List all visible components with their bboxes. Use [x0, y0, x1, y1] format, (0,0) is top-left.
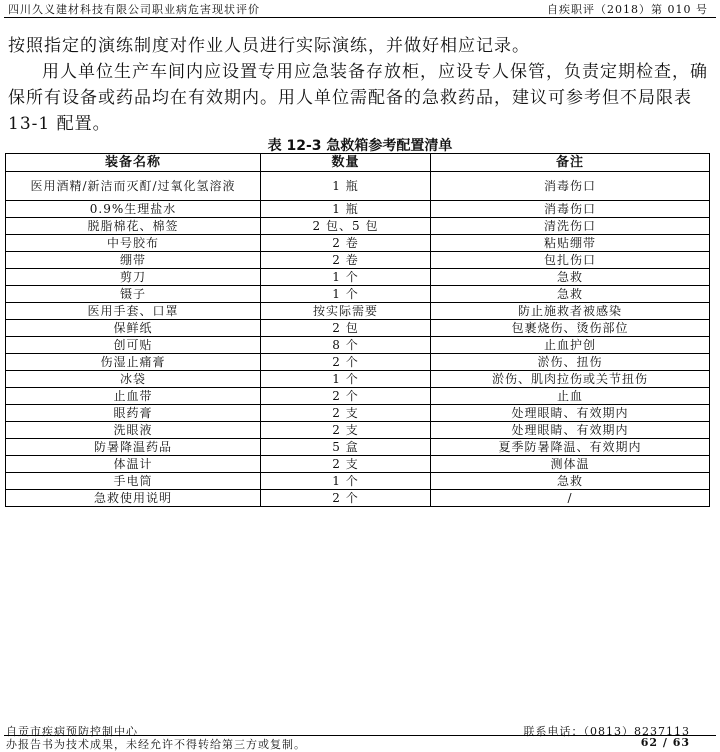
cell-equipment: 体温计	[6, 456, 261, 473]
cell-quantity: 2 支	[261, 456, 431, 473]
table-row	[6, 473, 710, 490]
table-row	[6, 218, 710, 235]
first-aid-kit-table	[5, 153, 710, 507]
table-row	[6, 439, 710, 456]
table-row	[6, 388, 710, 405]
cell-equipment: 医用手套、口罩	[6, 303, 261, 320]
column-header-equipment: 装备名称	[6, 154, 261, 172]
table-row	[6, 405, 710, 422]
cell-equipment: 手电筒	[6, 473, 261, 490]
table-title: 表 12-3 急救箱参考配置清单	[267, 138, 453, 154]
cell-equipment: 镊子	[6, 286, 261, 303]
cell-equipment: 冰袋	[6, 371, 261, 388]
cell-remarks: 消毒伤口	[431, 172, 710, 201]
cell-equipment: 止血带	[6, 388, 261, 405]
cell-quantity: 5 盒	[261, 439, 431, 456]
cell-quantity: 2 包	[261, 320, 431, 337]
table-row	[6, 320, 710, 337]
cell-remarks: 包扎伤口	[431, 252, 710, 269]
cell-equipment: 洗眼液	[6, 422, 261, 439]
cell-remarks: /	[431, 490, 710, 507]
table-row	[6, 235, 710, 252]
cell-quantity: 按实际需要	[261, 303, 431, 320]
cell-equipment: 剪刀	[6, 269, 261, 286]
cell-remarks: 测体温	[431, 456, 710, 473]
footer-copyright-notice: 办报告书为技术成果，未经允许不得转给第三方或复制。	[6, 738, 306, 751]
cell-remarks: 淤伤、扭伤	[431, 354, 710, 371]
cell-quantity: 1 瓶	[261, 172, 431, 201]
table-row	[6, 371, 710, 388]
table-row	[6, 201, 710, 218]
cell-equipment: 脱脂棉花、棉签	[6, 218, 261, 235]
cell-quantity: 2 包、5 包	[261, 218, 431, 235]
cell-quantity: 2 支	[261, 405, 431, 422]
cell-remarks: 消毒伤口	[431, 201, 710, 218]
header-divider	[4, 17, 716, 18]
column-header-quantity: 数量	[261, 154, 431, 172]
cell-remarks: 止血	[431, 388, 710, 405]
cell-equipment: 医用酒精/新洁而灭酊/过氧化氢溶液	[6, 172, 261, 201]
cell-quantity: 1 瓶	[261, 201, 431, 218]
cell-remarks: 急救	[431, 269, 710, 286]
cell-quantity: 2 卷	[261, 235, 431, 252]
cell-quantity: 2 支	[261, 422, 431, 439]
cell-remarks: 处理眼睛、有效期内	[431, 405, 710, 422]
cell-quantity: 1 个	[261, 269, 431, 286]
cell-remarks: 清洗伤口	[431, 218, 710, 235]
cell-equipment: 眼药膏	[6, 405, 261, 422]
body-paragraph-1: 按照指定的演练制度对作业人员进行实际演练，并做好相应记录。	[8, 36, 530, 56]
table-row	[6, 286, 710, 303]
cell-quantity: 8 个	[261, 337, 431, 354]
cell-quantity: 2 个	[261, 354, 431, 371]
cell-remarks: 防止施救者被感染	[431, 303, 710, 320]
cell-remarks: 止血护创	[431, 337, 710, 354]
cell-equipment: 绷带	[6, 252, 261, 269]
table-row	[6, 252, 710, 269]
cell-equipment: 防暑降温药品	[6, 439, 261, 456]
cell-quantity: 2 卷	[261, 252, 431, 269]
header-org-title: 四川久义建材科技有限公司职业病危害现状评价	[8, 3, 260, 16]
cell-quantity: 2 个	[261, 388, 431, 405]
cell-equipment: 0.9%生理盐水	[6, 201, 261, 218]
footer-phone: 联系电话：（0813）8237113	[523, 725, 690, 738]
cell-equipment: 伤湿止痛膏	[6, 354, 261, 371]
cell-remarks: 夏季防暑降温、有效期内	[431, 439, 710, 456]
table-header-row	[6, 154, 710, 172]
table-row	[6, 172, 710, 201]
cell-remarks: 急救	[431, 286, 710, 303]
cell-quantity: 1 个	[261, 371, 431, 388]
footer-organization: 自贡市疾病预防控制中心	[6, 725, 138, 738]
footer-page-number: 62 / 63	[640, 736, 690, 749]
cell-equipment: 中号胶布	[6, 235, 261, 252]
table-row	[6, 422, 710, 439]
cell-remarks: 包裹烧伤、烫伤部位	[431, 320, 710, 337]
table-row	[6, 269, 710, 286]
column-header-remarks: 备注	[431, 154, 710, 172]
cell-quantity: 1 个	[261, 473, 431, 490]
cell-quantity: 2 个	[261, 490, 431, 507]
table-row	[6, 354, 710, 371]
table-row	[6, 337, 710, 354]
table-row	[6, 490, 710, 507]
cell-remarks: 处理眼睛、有效期内	[431, 422, 710, 439]
header-report-number: 自疾职评（2018）第 010 号	[547, 3, 708, 16]
cell-equipment: 创可贴	[6, 337, 261, 354]
body-paragraph-2: 用人单位生产车间内应设置专用应急装备存放柜，应设专人保管，负责定期检查，确保所有设备或药品均在有效期内。用人单位需配备的急救药品，建议可参考但不局限表 13-1 配置。	[8, 62, 708, 134]
cell-remarks: 淤伤、肌肉拉伤或关节扭伤	[431, 371, 710, 388]
cell-remarks: 粘贴绷带	[431, 235, 710, 252]
cell-equipment: 急救使用说明	[6, 490, 261, 507]
cell-equipment: 保鲜纸	[6, 320, 261, 337]
table-row	[6, 303, 710, 320]
table-row	[6, 456, 710, 473]
cell-remarks: 急救	[431, 473, 710, 490]
cell-quantity: 1 个	[261, 286, 431, 303]
